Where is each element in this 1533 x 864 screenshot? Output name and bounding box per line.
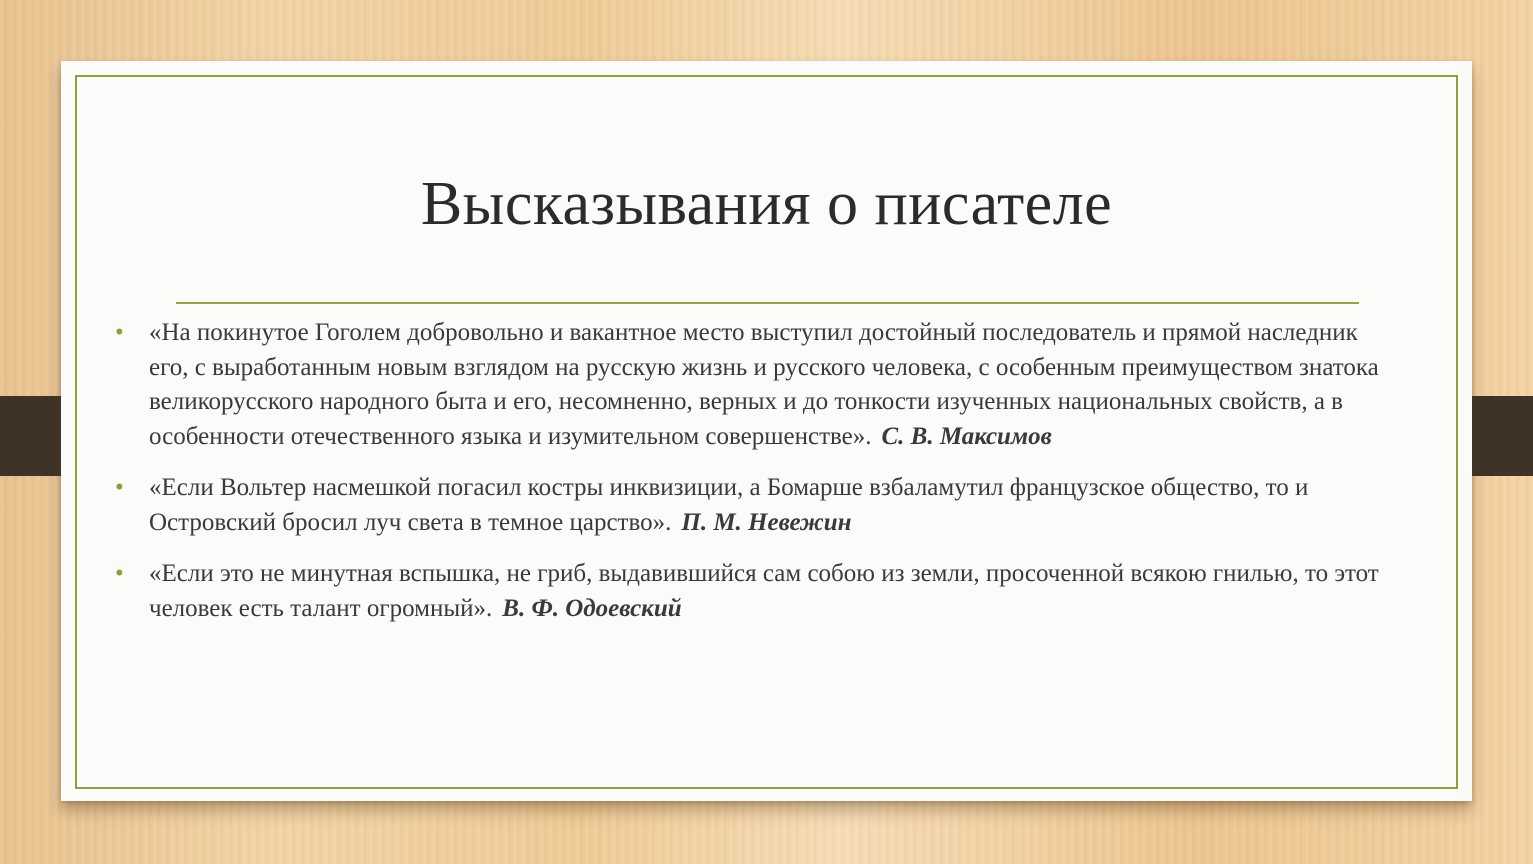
quote-text: «Если Вольтер насмешкой погасил костры инквизиции, а Бомарше взбаламутил французское общество, то и Островский бросил луч света в темное царство». [149,474,1309,536]
quote-text: «Если это не минутная вспышка, не гриб, выдавившийся сам собою из земли, просоченной всякою гнилью, то этот человек есть талант огромный». [149,560,1379,622]
quote-author: С. В. Максимов [881,422,1052,450]
quote-text: «На покинутое Гоголем добровольно и вакантное место выступил достойный последователь и прямой наследник его, с выработанным новым взглядом на русскую жизнь и русского человека, с особенным преимуществом знатока великорусского народного быта и его, несомненно, верных и до тонкости изученных национальных свойств, а в особенности отечественного языка и изумительном совершенстве». [149,319,1379,450]
quote-item [115,557,1379,626]
quote-author: В. Ф. Одоевский [502,594,682,622]
bullet-icon: • [115,560,124,587]
quote-author: П. М. Невежин [681,508,852,536]
slide [61,61,1472,801]
quote-item [115,316,1379,454]
slide-title: Высказывания о писателе [420,170,1113,238]
title-divider [176,302,1359,304]
quote-item [115,471,1379,540]
bullet-icon: • [115,474,124,501]
bullet-icon: • [115,319,124,346]
quote-list [115,316,1379,626]
